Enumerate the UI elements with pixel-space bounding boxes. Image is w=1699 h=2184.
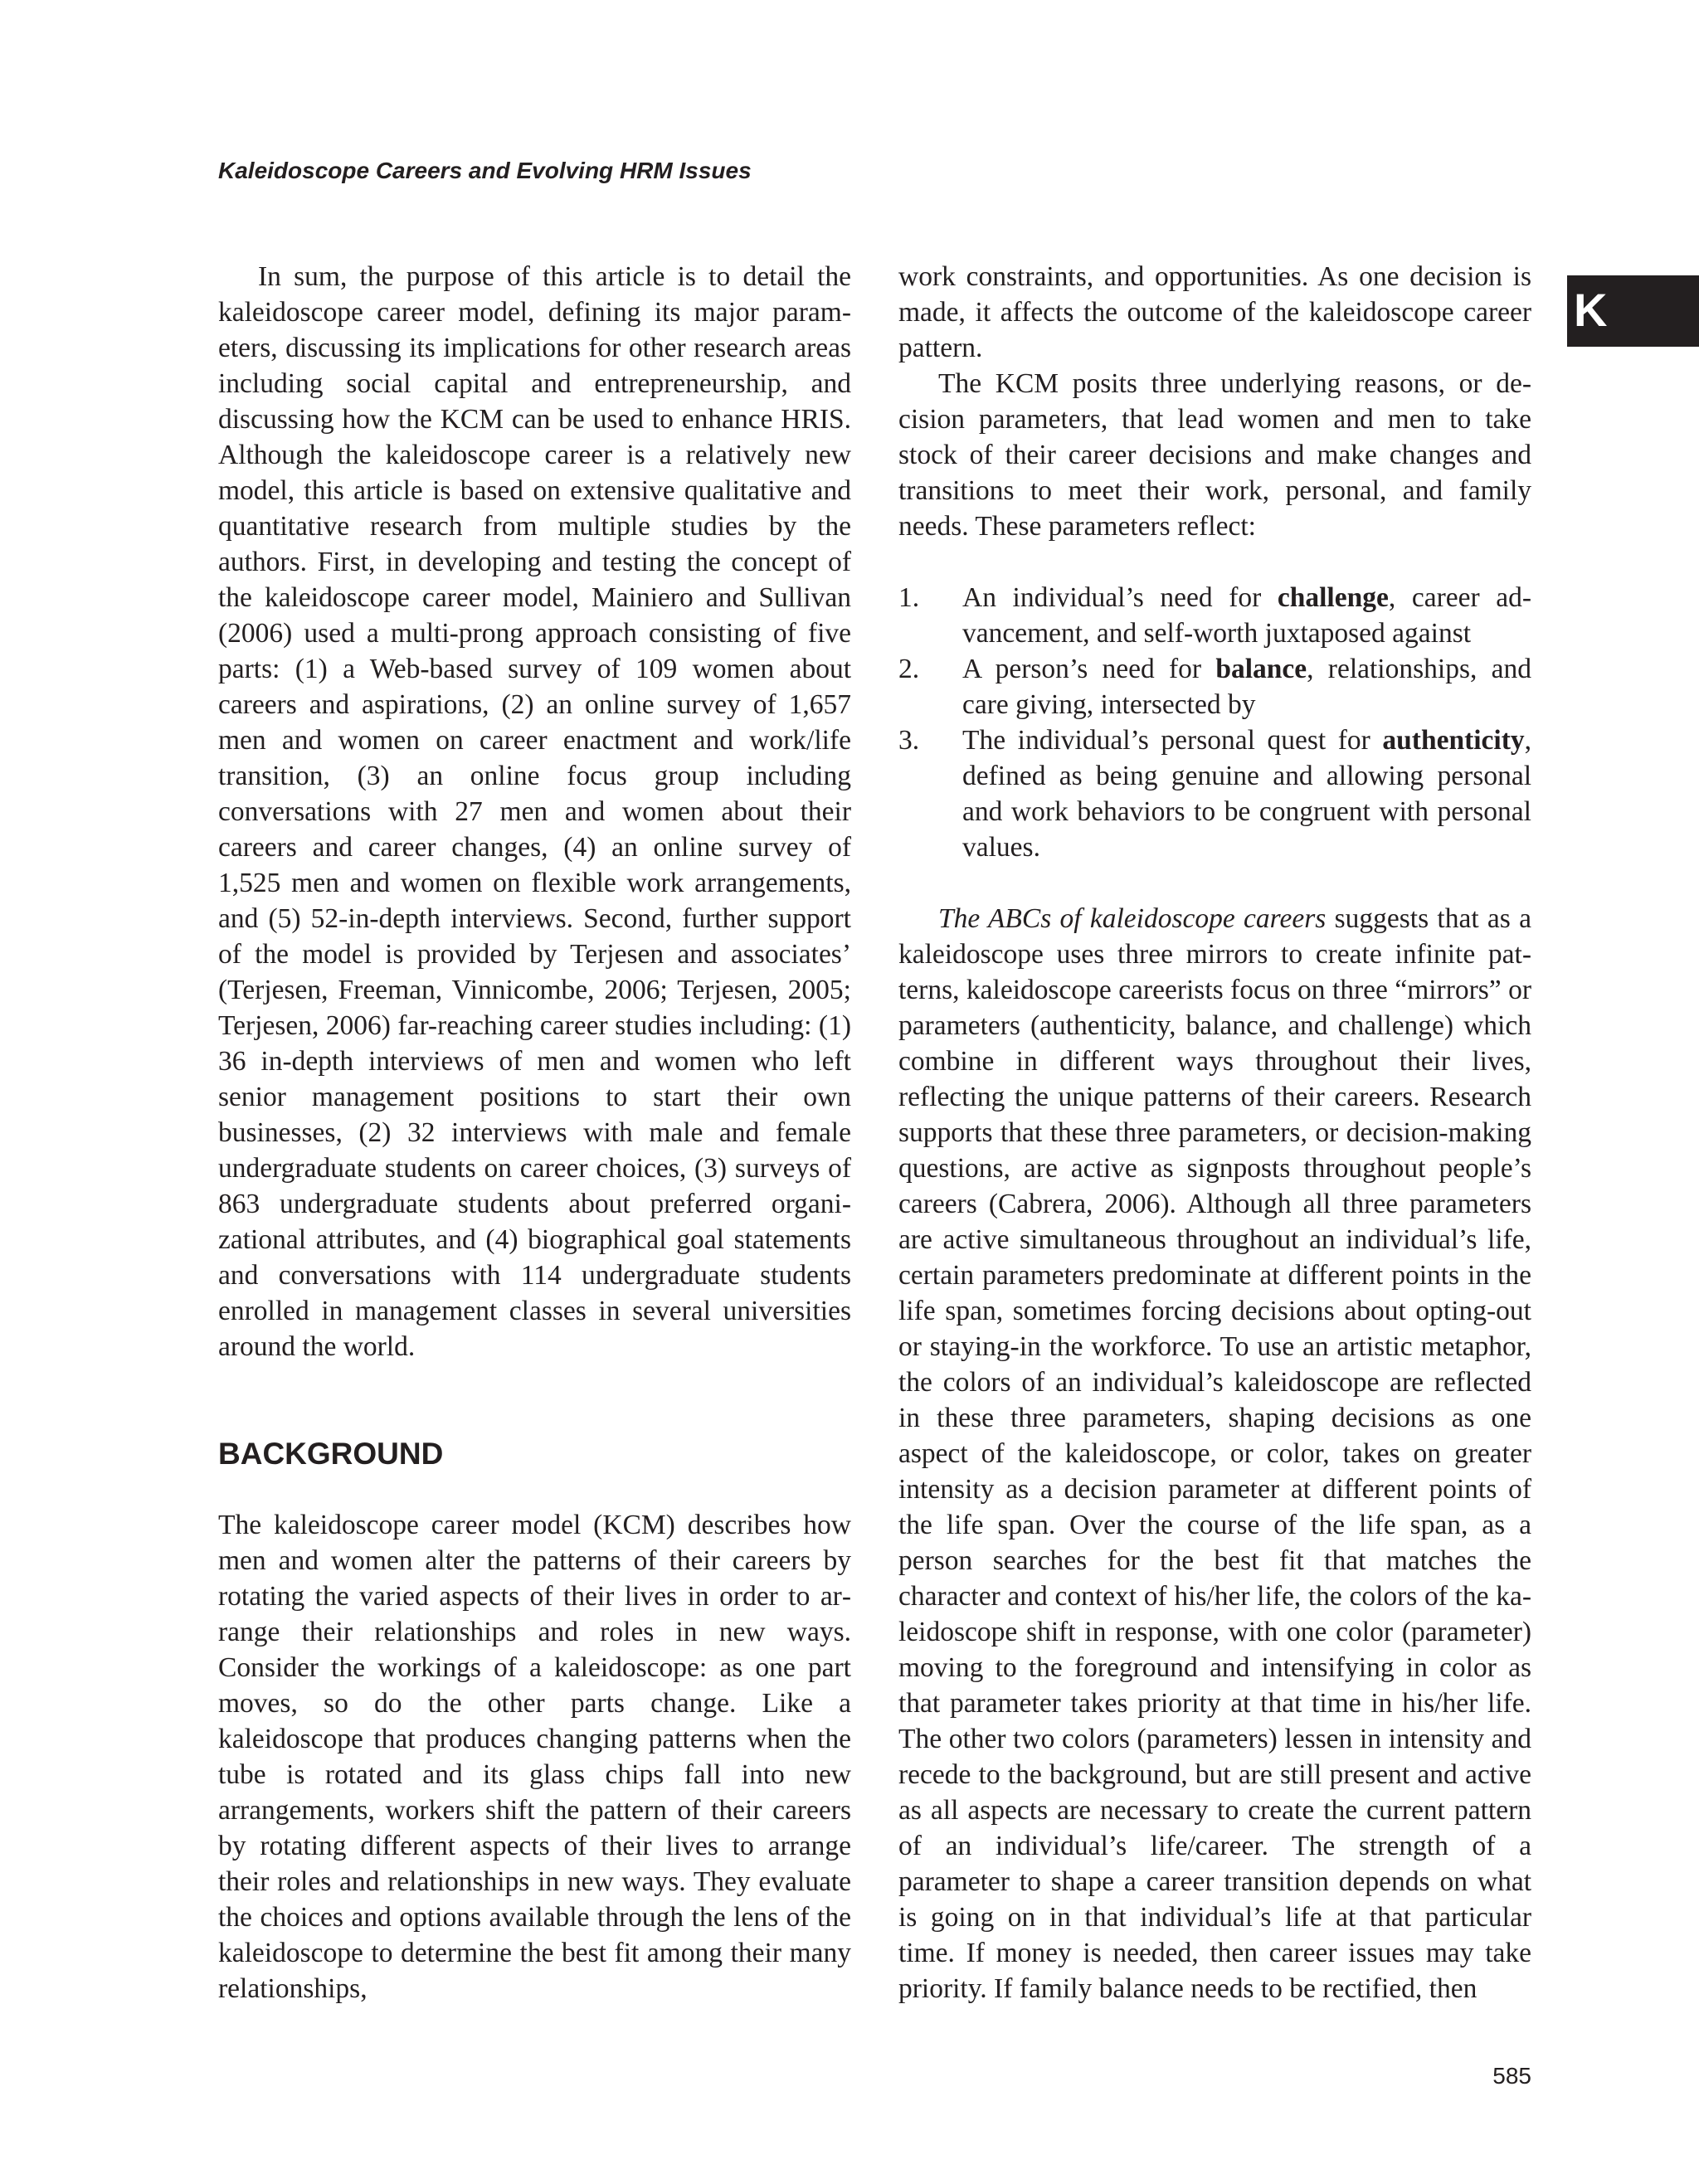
list-number: 1.: [898, 582, 920, 613]
list-text: An individual’s need for: [962, 582, 1278, 613]
list-text: The individual’s personal quest for: [962, 725, 1383, 756]
list-text: , defined as being genuine and allowing personal and work behaviors to be congruent with personal values.: [962, 725, 1531, 863]
left-column: [218, 259, 851, 2006]
running-header: Kaleidoscope Careers and Evolving HRM Issues: [218, 158, 752, 183]
list-item: [898, 580, 1531, 651]
list-keyword: authenticity: [1382, 725, 1525, 756]
paragraph-text: suggests that as a kaleidoscope uses three mirrors to create infinite patterns, kaleidoscope careerists focus on three “mirrors” or parameters (authenticity, balance, and challenge) which combine in different ways throughout their lives, reflecting the unique patterns of their careers. Research supports that these three parameters, or decision-making questions, are active as signposts throughout people’s careers (Cabrera, 2006). Although all three parameters are active simultaneous throughout an individual’s life, certain parameters predominate at different points in the life span, sometimes forcing decisions about opting-out or staying-in the workforce. To use an artistic metaphor, the colors of an individual’s kaleidoscope are reflected in these three parameters, shaping decisions as one aspect of the kaleidoscope, or color, takes on greater intensity as a decision parameter at different points of the life span. Over the course of the life span, as a person searches for the best fit that matches the character and context of his/her life, the colors of the kaleidoscope shift in response, with one color (parameter) moving to the foreground and intensifying in color as that parameter takes priority at that time in his/her life. The other two colors (parameters) lessen in intensity and recede to the background, but are still present and active as all aspects are necessary to create the current pattern of an individual’s life/career. The strength of a parameter to shape a career transition depends on what is going on in that individual’s life at that particular time. If money is needed, then career issues may take priority. If family balance needs to be rectified, then: [898, 903, 1531, 2004]
body-paragraph: The kaleidoscope career model (KCM) describes how men and women alter the patterns of their careers by rotating the varied aspects of their lives in order to arrange their relationships and roles in new ways. Consider the workings of a kaleidoscope: as one part moves, so do the other parts change. Like a kaleidoscope that produces changing patterns when the tube is rotated and its glass chips fall into new arrangements, workers shift the pattern of their careers by rotating different aspects of their lives to arrange their roles and relationships in new ways. They evaluate the choices and options available through the lens of the kaleidoscope to determine the best fit among their many relationships,: [218, 1510, 851, 2004]
body-paragraph: In sum, the purpose of this article is to detail the kaleidoscope career model, defining its major parameters, discussing its implications for other research areas including social capital and entrepreneurship, and discussing how the KCM can be used to enhance HRIS. Although the kaleidoscope career is a relatively new model, this article is based on extensive qualitative and quantitative research from multiple studies by the authors. First, in developing and testing the concept of the kaleidoscope career model, Mainiero and Sullivan (2006) used a multi-prong approach consisting of five parts: (1) a Web-based survey of 109 women about careers and aspirations, (2) an online survey of 1,657 men and women on career enactment and work/life transition, (3) an online focus group including conversations with 27 men and women about their careers and career changes, (4) an online survey of 1,525 men and women on flexible work arrangements, and (5) 52-in-depth interviews. Second, further support of the model is provided by Terjesen and associates’ (Terjesen, Freeman, Vinnicombe, 2006; Terjesen, 2005; Terjesen, 2006) far-reaching career studies including: (1) 36 in-depth interviews of men and women who left senior management positions to start their own businesses, (2) 32 interviews with male and female undergraduate students on career choices, (3) surveys of 863 undergraduate students about preferred organizational attributes, and (4) biographical goal statements and conversations with 114 undergraduate students enrolled in management classes in several universities around the world.: [218, 261, 851, 1362]
parameter-list: [898, 580, 1531, 865]
list-number: 2.: [898, 654, 920, 684]
list-text: A person’s need for: [962, 654, 1216, 684]
body-paragraph: The KCM posits three underlying reasons, or decision parameters, that lead women and men to take stock of their career decisions and make changes and transitions to meet their work, personal, and family needs. These parameters reflect:: [898, 368, 1531, 542]
list-item: [898, 722, 1531, 865]
list-text: , relationships, and care giving, intersected by: [962, 654, 1531, 720]
list-keyword: challenge: [1277, 582, 1389, 613]
thumb-tab-letter: K: [1574, 284, 1608, 336]
body-paragraph: [898, 901, 1531, 2006]
section-heading-background: BACKGROUND: [218, 1437, 444, 1471]
right-column: [898, 259, 1531, 2006]
section-thumb-tab: [1567, 275, 1699, 347]
list-keyword: balance: [1215, 654, 1307, 684]
body-paragraph: work constraints, and opportunities. As one decision is made, it affects the outcome of the kaleidoscope career pattern.: [898, 261, 1531, 363]
list-text: , career advancement, and self-worth juxtaposed against: [962, 582, 1532, 649]
list-number: 3.: [898, 725, 920, 756]
page-number: 585: [1492, 2063, 1531, 2089]
list-item: [898, 651, 1531, 722]
italic-title: The ABCs of kaleidoscope careers: [938, 903, 1327, 934]
